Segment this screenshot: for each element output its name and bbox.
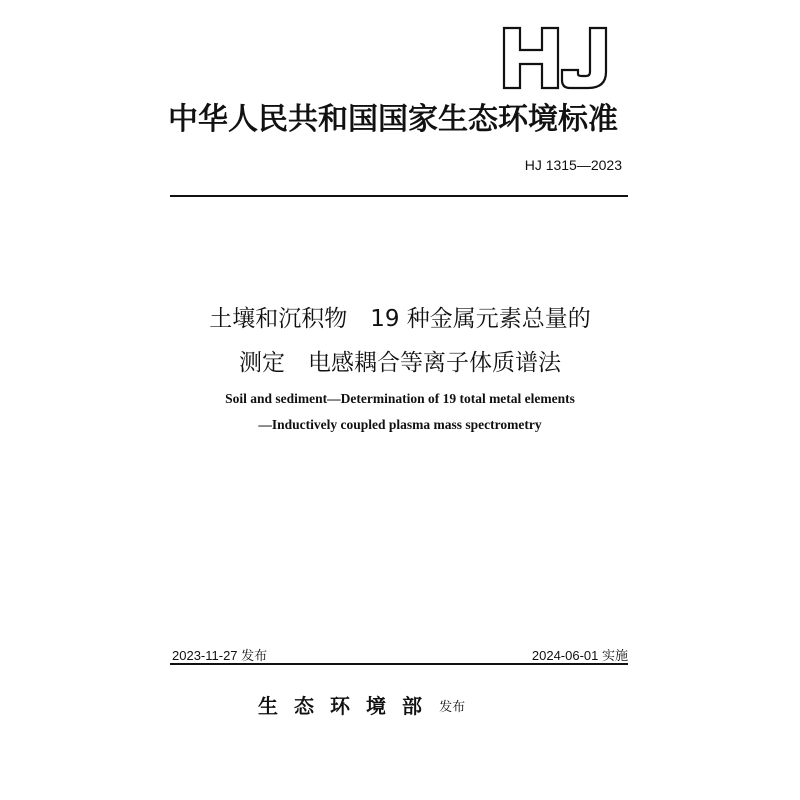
english-title-line-1: Soil and sediment—Determination of 19 total metal elements xyxy=(225,391,575,406)
chinese-title-line-1: 土壤和沉积物 19 种金属元素总量的 xyxy=(209,306,591,332)
bottom-divider xyxy=(170,663,628,665)
english-title-line-2: —Inductively coupled plasma mass spectrometry xyxy=(258,417,542,432)
issuer-suffix: 发布 xyxy=(439,700,466,715)
issue-date: 2023-11-27 发布 xyxy=(172,648,268,663)
issuer-name: 生态环境部 xyxy=(258,694,438,718)
implementation-date: 2024-06-01 实施 xyxy=(531,648,628,663)
top-divider xyxy=(170,195,628,197)
issuing-body-title: 中华人民共和国国家生态环境标准 xyxy=(168,102,618,137)
issuer-line xyxy=(258,690,465,719)
standard-number: HJ 1315—2023 xyxy=(524,157,622,173)
hj-logo xyxy=(498,22,618,92)
chinese-title-line-2: 测定 电感耦合等离子体质谱法 xyxy=(239,350,561,376)
